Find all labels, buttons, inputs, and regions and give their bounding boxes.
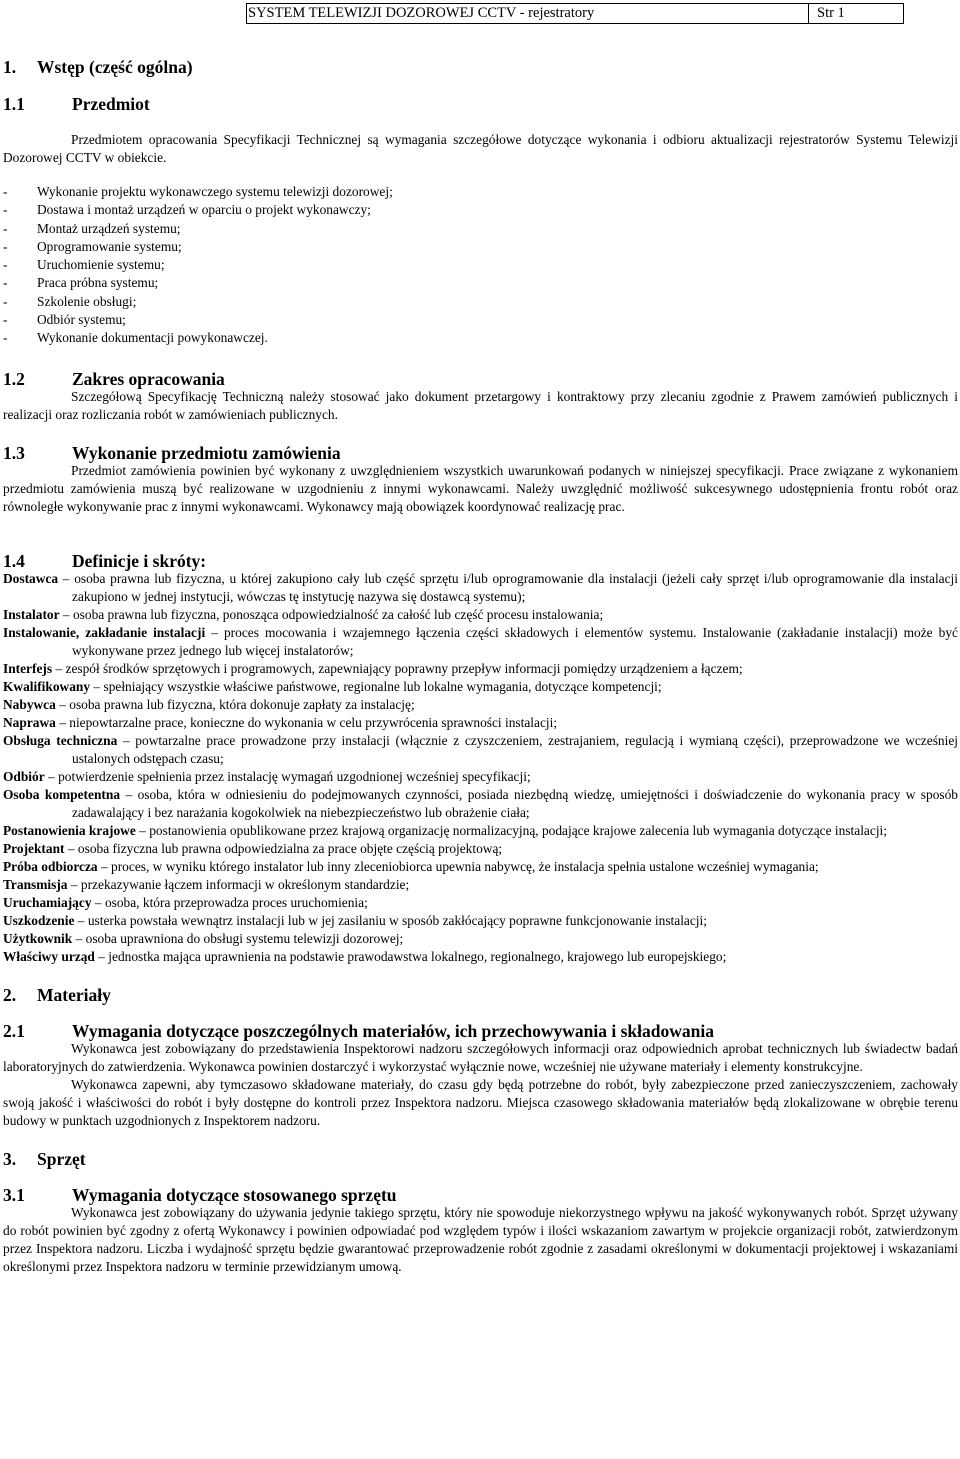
definition-text: powtarzalne prace prowadzone przy instalacji (włącznie z czyszczeniem, zestrajaniem, regulacją i wymianą części), przeprowadzone we wcześniej ustalonych odstępach czasu; bbox=[72, 732, 958, 766]
definition-term: Dostawca bbox=[3, 570, 59, 586]
section-title: Zakres opracowania bbox=[72, 368, 225, 389]
section-number: 2. bbox=[3, 984, 17, 1005]
section-title: Przedmiot bbox=[72, 94, 150, 114]
definition-text: potwierdzenie spełnienia przez instalację wymagań uzgodnionej wcześniej specyfikacji; bbox=[58, 768, 531, 784]
scope-list-item bbox=[3, 220, 958, 238]
definition-text: spełniający wszystkie właściwe państwowe, regionalne lub lokalne wymagania, dotyczące kompetencji; bbox=[103, 678, 662, 694]
scope-list-item bbox=[3, 256, 958, 274]
definition-dash: – bbox=[77, 912, 85, 928]
section-2-heading bbox=[3, 984, 958, 1006]
section-number: 1.2 bbox=[3, 368, 25, 389]
section-1-1-paragraph: Przedmiotem opracowania Specyfikacji Technicznej są wymagania szczegółowe dotyczące wykonania i odbioru aktualizacji rejestratorów Systemu Telewizji Dozorowej CCTV w obiekcie. bbox=[3, 132, 958, 165]
definition-term: Kwalifikowany bbox=[3, 678, 91, 694]
definition-term: Projektant bbox=[3, 840, 65, 856]
definition-term: Uruchamiający bbox=[3, 894, 92, 910]
section-number: 3.1 bbox=[3, 1184, 25, 1205]
definition-dash: – bbox=[59, 714, 66, 730]
definition-item bbox=[3, 840, 958, 858]
definition-dash: – bbox=[93, 678, 101, 694]
section-number: 3. bbox=[3, 1148, 17, 1169]
definition-dash: – bbox=[70, 876, 78, 892]
definition-term: Nabywca bbox=[3, 696, 56, 712]
definition-item bbox=[3, 696, 958, 714]
list-item-text: Praca próbna systemu; bbox=[37, 275, 159, 291]
definition-text: osoba fizyczna lub prawna odpowiedzialna za prace objęte częścią projektową; bbox=[77, 840, 503, 856]
section-1-3-paragraph: Przedmiot zamówienia powinien być wykonany z uwzględnieniem wszystkich uwarunkowań podanych w niniejszej specyfikacji. Prace związane z wykonaniem przedmiotu zamówienia muszą być realizowane w uzgodnieniu z innymi wykonawcami. Należy uwzględnić możliwość sukcesywnego udostępnienia frontu robót oraz równoległe wykonywanie prac z innymi wykonawcami. Wykonawcy mają obowiązek koordynować realizację prac. bbox=[3, 462, 958, 514]
definition-item bbox=[3, 624, 958, 660]
section-number: 1.3 bbox=[3, 442, 25, 463]
definition-term: Postanowienia krajowe bbox=[3, 822, 136, 838]
definitions-list bbox=[3, 570, 958, 966]
scope-list-item bbox=[3, 238, 958, 256]
definition-term: Naprawa bbox=[3, 714, 56, 730]
definition-term: Obsługa techniczna bbox=[3, 732, 118, 748]
definition-item bbox=[3, 858, 958, 876]
section-1-heading bbox=[3, 56, 958, 78]
definition-term: Instalator bbox=[3, 606, 60, 622]
list-item-text: Wykonanie projektu wykonawczego systemu telewizji dozorowej; bbox=[37, 184, 393, 199]
list-dash: - bbox=[3, 238, 8, 254]
section-number: 1.4 bbox=[3, 550, 25, 571]
definition-dash: – bbox=[48, 768, 55, 784]
section-1-2-heading bbox=[3, 370, 958, 388]
list-item-text: Uruchomienie systemu; bbox=[37, 257, 165, 273]
list-dash: - bbox=[3, 275, 8, 291]
page-header bbox=[246, 3, 904, 24]
definition-item bbox=[3, 768, 958, 786]
list-dash: - bbox=[3, 202, 8, 218]
definition-item bbox=[3, 894, 958, 912]
definition-item bbox=[3, 732, 958, 768]
section-number: 1.1 bbox=[3, 94, 25, 114]
definition-dash: – bbox=[62, 570, 70, 586]
section-number: 1. bbox=[3, 57, 17, 77]
definition-text: usterka powstała wewnątrz instalacji lub w jej zasilaniu w sposób zakłócający poprawne funkcjonowanie instalacji; bbox=[87, 912, 707, 928]
definition-text: osoba, która przeprowadza proces uruchomienia; bbox=[104, 894, 368, 910]
list-item-text: Montaż urządzeń systemu; bbox=[37, 220, 181, 236]
definition-text: niepowtarzalne prace, konieczne do wykonania w celu przywrócenia sprawności instalacji; bbox=[69, 714, 558, 730]
definition-dash: – bbox=[98, 948, 105, 964]
definition-term: Właściwy urząd bbox=[3, 948, 95, 964]
list-item-text: Odbiór systemu; bbox=[37, 312, 126, 328]
section-title: Wymagania dotyczące stosowanego sprzętu bbox=[72, 1184, 397, 1205]
list-item-text: Dostawa i montaż urządzeń w oparciu o projekt wykonawczy; bbox=[37, 202, 371, 218]
section-1-4-heading bbox=[3, 552, 958, 570]
definition-text: osoba prawna lub fizyczna, która dokonuje zapłaty za instalację; bbox=[69, 696, 415, 712]
definition-item bbox=[3, 714, 958, 732]
list-item-text: Wykonanie dokumentacji powykonawczej. bbox=[37, 330, 268, 346]
scope-list-item bbox=[3, 201, 958, 219]
list-dash: - bbox=[3, 257, 8, 273]
list-dash: - bbox=[3, 220, 8, 236]
definition-text: osoba, która w odniesieniu do podejmowanych czynności, posiada niezbędną wiedzę, umiejętności i doświadczenie do wykonania pracy w sposób zadawalający i bez narażania kogokolwiek na niebezpieczeństwo lub obrażenie ciała; bbox=[72, 786, 958, 820]
definition-item bbox=[3, 912, 958, 930]
section-1-3-heading bbox=[3, 444, 958, 462]
definition-term: Instalowanie, zakładanie instalacji bbox=[3, 624, 206, 640]
section-1-2-paragraph: Szczegółową Specyfikację Techniczną należy stosować jako dokument przetargowy i kontraktowy przy zlecaniu zgodnie z Prawem zamówień publicznych i realizacji oraz rozliczania robót w zamówieniach publicznych. bbox=[3, 388, 958, 422]
definition-dash: – bbox=[139, 822, 146, 838]
document-body bbox=[3, 50, 958, 1276]
definition-term: Transmisja bbox=[3, 876, 68, 892]
definition-dash: – bbox=[62, 606, 70, 622]
definition-item bbox=[3, 678, 958, 696]
section-2-1-paragraph-2: Wykonawca zapewni, aby tymczasowo składowane materiały, do czasu gdy będą potrzebne do robót, były zabezpieczone przed zanieczyszczeniem, zachowały swoją jakość i właściwości do robót i były dostępne do kontroli przez Inspektora nadzoru. Miejsca czasowego składowania materiałów będą zlokalizowane w obrębie terenu budowy w punktach uzgodnionych z Inspektorem nadzoru. bbox=[3, 1076, 958, 1128]
list-item-text: Szkolenie obsługi; bbox=[37, 293, 137, 309]
section-title: Definicje i skróty: bbox=[72, 550, 207, 571]
definition-text: postanowienia opublikowane przez krajową organizację normalizacyjną, podające krajowe zalecenia lub wymagania dotyczące instalacji; bbox=[149, 822, 887, 838]
definition-text: osoba uprawniona do obsługi systemu telewizji dozorowej; bbox=[85, 930, 404, 946]
definition-term: Użytkownik bbox=[3, 930, 73, 946]
definition-term: Uszkodzenie bbox=[3, 912, 75, 928]
definition-item bbox=[3, 876, 958, 894]
section-title: Wykonanie przedmiotu zamówienia bbox=[72, 442, 341, 463]
list-dash: - bbox=[3, 312, 8, 328]
definition-item bbox=[3, 948, 958, 966]
list-dash: - bbox=[3, 293, 8, 309]
definition-term: Próba odbiorcza bbox=[3, 858, 98, 874]
definition-text: osoba prawna lub fizyczna, ponosząca odpowiedzialność za całość lub część procesu instalowania; bbox=[72, 606, 604, 622]
definition-dash: – bbox=[122, 732, 130, 748]
section-title: Wstęp (część ogólna) bbox=[37, 57, 193, 77]
definition-text: osoba prawna lub fizyczna, u której zakupiono cały lub część sprzętu i/lub oprogramowanie dla instalacji (jeżeli cały sprzęt i/lub oprogramowanie dla instalacji zakupiono w jednej instytucji, wówczas tę instytucję nazywa się dostawcą systemu); bbox=[72, 570, 958, 604]
definition-dash: – bbox=[75, 930, 83, 946]
definition-dash: – bbox=[67, 840, 75, 856]
definition-item bbox=[3, 930, 958, 948]
definition-dash: – bbox=[59, 696, 66, 712]
list-dash: - bbox=[3, 184, 8, 199]
definition-text: przekazywanie łączem informacji w określonym standardzie; bbox=[80, 876, 410, 892]
section-2-1-heading bbox=[3, 1022, 958, 1040]
section-title: Sprzęt bbox=[37, 1148, 86, 1169]
section-title: Materiały bbox=[37, 984, 111, 1005]
scope-list-item bbox=[3, 183, 958, 201]
definition-term: Osoba kompetentna bbox=[3, 786, 121, 802]
definition-item bbox=[3, 822, 958, 840]
list-dash: - bbox=[3, 330, 8, 346]
section-title: Wymagania dotyczące poszczególnych materiałów, ich przechowywania i składowania bbox=[72, 1020, 714, 1041]
header-page-number: Str 1 bbox=[808, 4, 903, 23]
definition-text: zespół środków sprzętowych i programowych, zapewniający poprawny przepływ informacji pomiędzy urządzeniem a łączem; bbox=[65, 660, 743, 676]
definition-dash: – bbox=[55, 660, 63, 676]
scope-list-item bbox=[3, 274, 958, 292]
definition-text: jednostka mająca uprawnienia na podstawie prawodawstwa lokalnego, regionalnego, krajowego lub europejskiego; bbox=[108, 948, 727, 964]
definition-term: Odbiór bbox=[3, 768, 45, 784]
section-3-heading bbox=[3, 1148, 958, 1170]
section-3-1-paragraph: Wykonawca jest zobowiązany do używania jedynie takiego sprzętu, który nie spowoduje niekorzystnego wpływu na jakość wykonywanych robót. Sprzęt używany do robót powinien być zgodny z ofertą Wykonawcy i powinien odpowiadać pod względem typów i ilości wskazaniom zawartym w projekcie organizacji robót, zatwierdzonym przez Inspektora nadzoru. Liczba i wydajność sprzętu będzie gwarantować przeprowadzenie robót zgodnie z zasadami określonymi w dokumentacji projektowej i wskazaniami określonymi przez Inspektora nadzoru w terminie przewidzianym umową. bbox=[3, 1204, 958, 1274]
definition-item bbox=[3, 570, 958, 606]
definition-dash: – bbox=[211, 624, 218, 640]
definition-text: proces, w wyniku którego instalator lub inny zleceniobiorca upewnia nabywcę, że instalacja spełnia ustalone wcześniej wymagania; bbox=[111, 858, 819, 874]
scope-list-item bbox=[3, 329, 958, 347]
list-item-text: Oprogramowanie systemu; bbox=[37, 238, 182, 254]
definition-dash: – bbox=[94, 894, 102, 910]
scope-list-item bbox=[3, 311, 958, 329]
section-3-1-heading bbox=[3, 1186, 958, 1204]
scope-list bbox=[3, 183, 958, 348]
section-1-1-heading bbox=[3, 93, 958, 115]
definition-dash: – bbox=[125, 786, 133, 802]
definition-item bbox=[3, 660, 958, 678]
definition-dash: – bbox=[100, 858, 108, 874]
definition-text: proces mocowania i wzajemnego łączenia części składowych i elementów systemu. Instalowanie (zakładanie instalacji) może być wykonywane przez jednego lub więcej instalatorów; bbox=[72, 624, 958, 658]
definition-term: Interfejs bbox=[3, 660, 53, 676]
section-2-1-paragraph-1: Wykonawca jest zobowiązany do przedstawienia Inspektorowi nadzoru szczegółowych informacji oraz odpowiednich aprobat technicznych lub świadectw badań laboratoryjnych do zatwierdzenia. Wykonawca powinien dostarczyć i wykorzystać wyłącznie nowe, wcześniej nie używane materiały i elementy konstrukcyjne. bbox=[3, 1040, 958, 1074]
header-title: SYSTEM TELEWIZJI DOZOROWEJ CCTV - rejestratory bbox=[248, 5, 595, 21]
section-number: 2.1 bbox=[3, 1020, 25, 1041]
definition-item bbox=[3, 606, 958, 624]
scope-list-item bbox=[3, 293, 958, 311]
definition-item bbox=[3, 786, 958, 822]
